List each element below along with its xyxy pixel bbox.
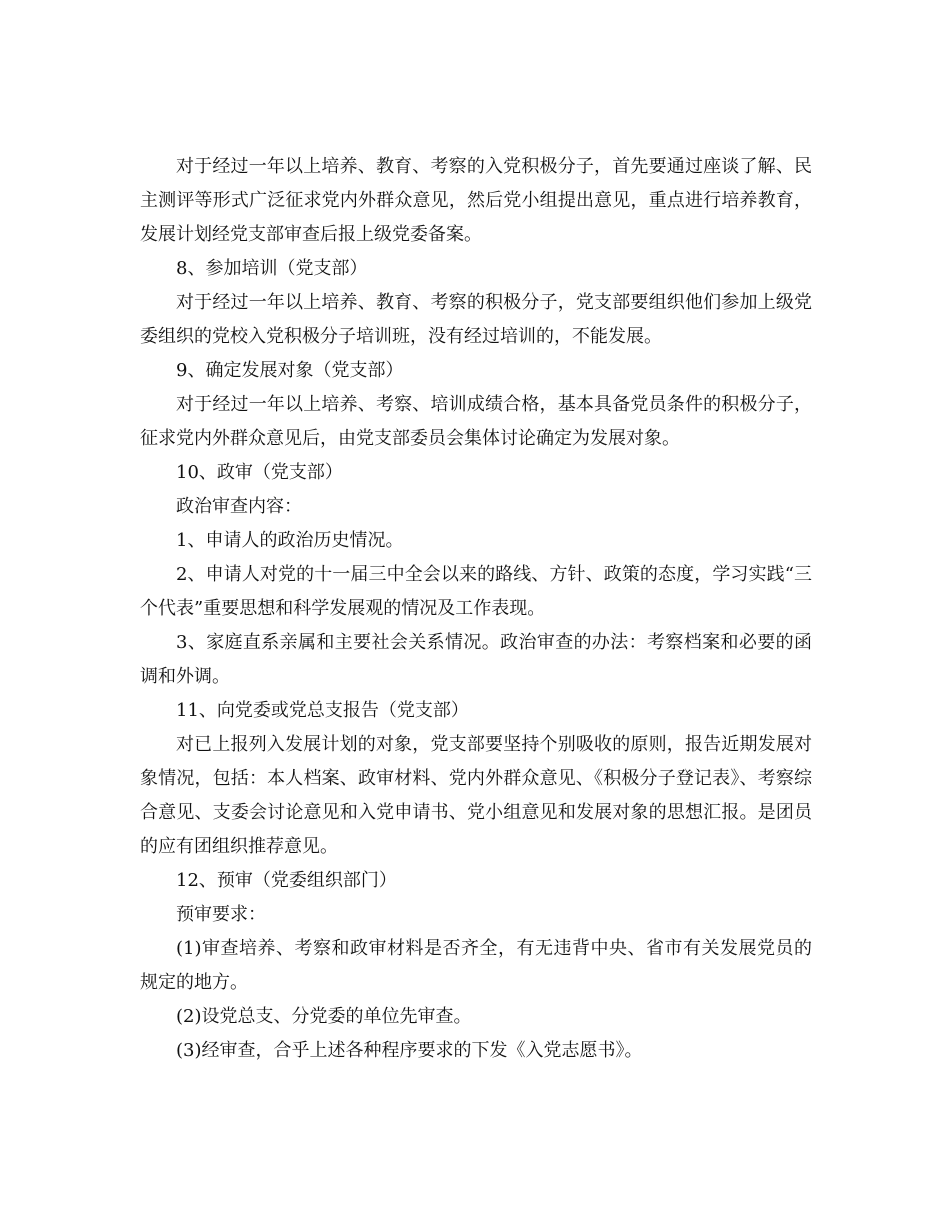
- heading-10-political-review: 10、政审（党支部）: [176, 462, 343, 483]
- paragraph-4: 对已上报列入发展计划的对象，党支部要坚持个别吸收的原则，报告近期发展对象情况，包括：本人档案、政审材料、党内外群众意见、《积极分子登记表》、考察综合意见、支委会讨论意见和入党申请书、党小组意见和发展对象的思想汇报。是团员的应有团组织推荐意见。: [140, 734, 812, 857]
- heading-11-report: 11、向党委或党总支报告（党支部）: [176, 700, 469, 721]
- heading-12-pre-review: 12、预审（党委组织部门）: [176, 870, 397, 891]
- heading-9-development-target: 9、确定发展对象（党支部）: [176, 360, 404, 381]
- review-content-label: 政治审查内容：: [176, 496, 302, 517]
- heading-8-training: 8、参加培训（党支部）: [176, 258, 368, 279]
- pre-review-item-2: (2)设党总支、分党委的单位先审查。: [176, 1006, 472, 1027]
- pre-review-item-1: (1)审查培养、考察和政审材料是否齐全，有无违背中央、省市有关发展党员的规定的地方。: [140, 938, 812, 993]
- pre-review-item-3: (3)经审查，合乎上述各种程序要求的下发《入党志愿书》。: [176, 1040, 643, 1061]
- paragraph-2: 对于经过一年以上培养、教育、考察的积极分子，党支部要组织他们参加上级党委组织的党校入党积极分子培训班，没有经过培训的，不能发展。: [140, 292, 812, 347]
- review-item-1: 1、申请人的政治历史情况。: [176, 530, 404, 551]
- review-item-2: 2、申请人对党的十一届三中全会以来的路线、方针、政策的态度，学习实践“三个代表”重要思想和科学发展观的情况及工作表现。: [140, 564, 812, 619]
- review-item-3: 3、家庭直系亲属和主要社会关系情况。政治审查的办法：考察档案和必要的函调和外调。: [140, 632, 812, 687]
- pre-review-label: 预审要求：: [176, 904, 266, 925]
- paragraph-1: 对于经过一年以上培养、教育、考察的入党积极分子，首先要通过座谈了解、民主测评等形式广泛征求党内外群众意见，然后党小组提出意见，重点进行培养教育，发展计划经党支部审查后报上级党委备案。: [140, 156, 812, 245]
- document-body: [140, 150, 812, 1068]
- paragraph-3: 对于经过一年以上培养、考察、培训成绩合格，基本具备党员条件的积极分子，征求党内外群众意见后，由党支部委员会集体讨论确定为发展对象。: [140, 394, 812, 449]
